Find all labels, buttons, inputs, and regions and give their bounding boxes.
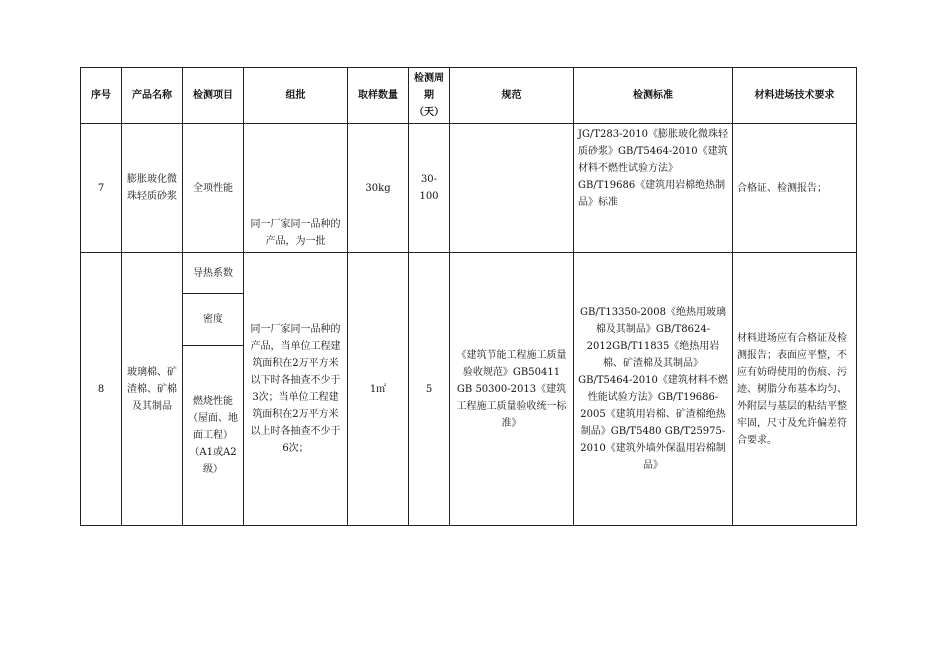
row8-item-thermal: 导热系数 [183,253,244,294]
row7-batch: 同一厂家同一品种的产品，为一批 [244,124,348,253]
row8-batch: 同一厂家同一品种的产品，当单位工程建筑面积在2万平方米以下时各抽查不少于3次；当单位工程建筑面积在2万平方米以上时各抽查不少于6次； [244,253,348,526]
row7-period: 30-100 [409,124,450,253]
row7-no: 7 [81,124,122,253]
row8-item-density: 密度 [183,294,244,346]
inspection-table [80,67,857,526]
header-period: 检测周期（天） [409,68,450,124]
row7-standard: JG/T283-2010《膨胀玻化微珠轻质砂浆》GB/T5464-2010《建筑材料不燃性试验方法》 GB/T19686《建筑用岩棉绝热制品》标准 [574,124,733,253]
header-no: 序号 [81,68,122,124]
row8-spec: 《建筑节能工程施工质量验收规范》GB50411 GB 50300-2013《建筑工程施工质量验收统一标准》 [450,253,574,526]
row8-no: 8 [81,253,122,526]
row7-requirement: 合格证、检测报告； [733,124,857,253]
row8-period: 5 [409,253,450,526]
header-item: 检测项目 [183,68,244,124]
header-sample: 取样数量 [348,68,409,124]
row8-standard: GB/T13350-2008《绝热用玻璃棉及其制品》GB/T8624-2012GB/T11835《绝热用岩棉、矿渣棉及其制品》GB/T5464-2010《建筑材料不燃性能试验方法》GB/T19686-2005《建筑用岩棉、矿渣棉绝热制品》GB/T5480 GB/T25975-2010《建筑外墙外保温用岩棉制品》 [574,253,733,526]
row8-product: 玻璃棉、矿渣棉、矿棉及其制品 [122,253,183,526]
row7-spec [450,124,574,253]
header-batch: 组批 [244,68,348,124]
row7-item: 全项性能 [183,124,244,253]
row8-sample: 1㎡ [348,253,409,526]
table-row [81,124,857,253]
header-requirement: 材料进场技术要求 [733,68,857,124]
header-row [81,68,857,124]
row7-sample: 30kg [348,124,409,253]
header-standard: 检测标准 [574,68,733,124]
row8-item-combustion: 燃烧性能（屋面、地面工程）（A1或A2级） [183,346,244,526]
header-product: 产品名称 [122,68,183,124]
row7-product: 膨胀玻化微珠轻质砂浆 [122,124,183,253]
table-row [81,253,857,294]
row8-requirement: 材料进场应有合格证及检测报告；表面应平整，不应有妨碍使用的伤痕、污迹、树脂分布基本均匀、外附层与基层的粘结平整牢固，尺寸及允许偏差符合要求。 [733,253,857,526]
header-spec: 规范 [450,68,574,124]
